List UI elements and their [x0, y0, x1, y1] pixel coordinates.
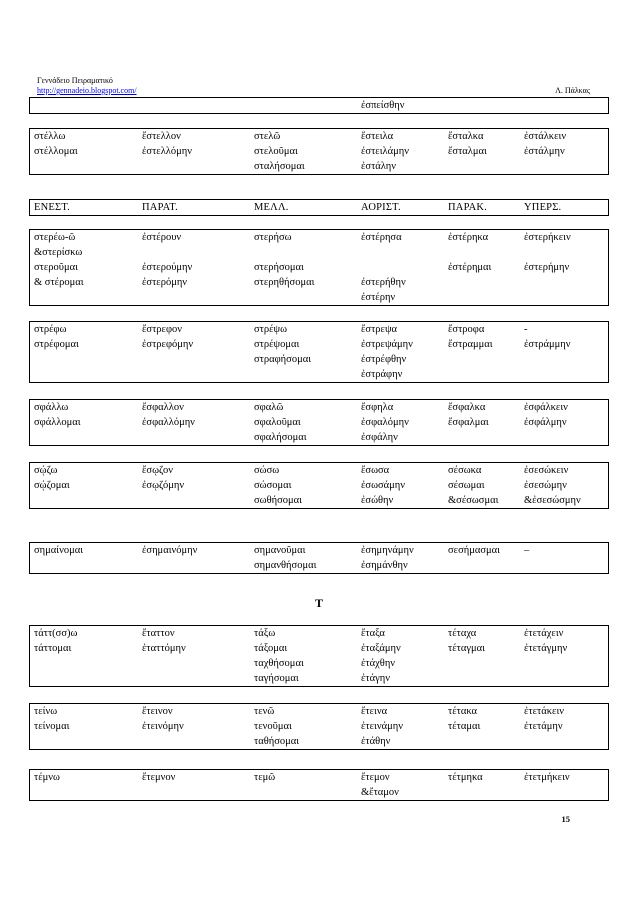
table-cell: ἐτάγην — [361, 673, 391, 684]
table-cell: τεμῶ — [254, 772, 276, 783]
table-row — [30, 719, 608, 734]
table-cell: τάξω — [254, 628, 276, 639]
table-cell: ἐτάθην — [361, 736, 391, 747]
verb-block — [29, 703, 609, 750]
verb-block — [29, 769, 609, 801]
table-cell: ἔσωσα — [361, 465, 390, 476]
table-cell: τέτμηκα — [448, 772, 483, 783]
table-cell: ἐστρέφθην — [361, 354, 407, 365]
table-cell: σῴζω — [34, 465, 58, 476]
table-cell: ἐτάχθην — [361, 658, 396, 669]
table-row — [30, 493, 608, 508]
table-cell: ἐσπείσθην — [361, 100, 405, 111]
table-cell: ἐσημάνθην — [361, 560, 408, 571]
table-cell: ἐτεινόμην — [142, 721, 184, 732]
page-number: 15 — [561, 814, 570, 824]
table-cell: τενοῦμαι — [254, 721, 292, 732]
verb-block — [29, 625, 609, 687]
table-cell: ἐσφάλκειν — [524, 402, 568, 413]
table-cell: &ἔταμον — [361, 787, 399, 798]
table-cell: σημαίνομαι — [34, 545, 84, 556]
table-row — [30, 785, 608, 800]
table-cell: τέταμαι — [448, 721, 481, 732]
table-cell: τείνω — [34, 706, 58, 717]
table-cell: ἔτεινον — [142, 706, 173, 717]
column-header: ΜΕΛΛ. — [254, 202, 289, 213]
table-cell: σφαλοῦμαι — [254, 417, 301, 428]
table-row — [30, 337, 608, 352]
header-left — [37, 76, 137, 96]
table-cell: στραφήσομαι — [254, 354, 312, 365]
table-cell: ἔτεινα — [361, 706, 388, 717]
table-cell: τέμνω — [34, 772, 60, 783]
table-cell: ἐτετάμην — [524, 721, 563, 732]
table-cell: στρέψω — [254, 324, 288, 335]
table-cell: στέλλομαι — [34, 146, 78, 157]
table-row — [30, 671, 608, 686]
table-cell: ἔστελλον — [142, 131, 181, 142]
table-cell: τενῶ — [254, 706, 275, 717]
table-cell: σώσομαι — [254, 480, 292, 491]
table-row — [30, 98, 608, 113]
table-cell: ἔστρεψα — [361, 324, 398, 335]
verb-block — [29, 229, 609, 306]
table-cell: στελοῦμαι — [254, 146, 298, 157]
column-header: ΠΑΡΑΚ. — [448, 202, 488, 213]
table-cell: τάττ(σσ)ω — [34, 628, 78, 639]
table-cell: σφάλλω — [34, 402, 69, 413]
table-cell: ἐστέρημαι — [448, 262, 492, 273]
table-cell: σέσωκα — [448, 465, 482, 476]
table-cell: ἔστραμμαι — [448, 339, 493, 350]
table-cell: ἐτεινάμην — [361, 721, 403, 732]
table-cell: ἐστάλκειν — [524, 131, 567, 142]
column-header: ΥΠΕΡΣ. — [524, 202, 562, 213]
table-cell: στρέφω — [34, 324, 67, 335]
section-letter: Τ — [314, 596, 323, 610]
table-cell: ἐτετάκειν — [524, 706, 565, 717]
table-cell: σημανοῦμαι — [254, 545, 306, 556]
table-row — [30, 159, 608, 174]
verb-block — [29, 462, 609, 509]
table-cell: σῴζομαι — [34, 480, 70, 491]
table-cell: ἐστάλην — [361, 161, 397, 172]
table-cell: τάττομαι — [34, 643, 72, 654]
table-cell: τέταγμαι — [448, 643, 485, 654]
table-cell: ἐστερούμην — [142, 262, 193, 273]
table-row — [30, 275, 608, 290]
blog-link[interactable]: http://gennadeio.blogspot.com/ — [37, 86, 137, 95]
table-cell: τείνομαι — [34, 721, 70, 732]
table-cell: ἔταττον — [142, 628, 175, 639]
table-cell: ἐταττόμην — [142, 643, 186, 654]
table-row — [30, 415, 608, 430]
table-cell: – — [524, 545, 530, 556]
table-cell: στερηθήσομαι — [254, 277, 315, 288]
table-row — [30, 558, 608, 573]
table-cell: σέσωμαι — [448, 480, 485, 491]
author-name: Λ. Πάλκας — [555, 86, 590, 95]
table-cell: ἔστρεφον — [142, 324, 182, 335]
table-cell: ἐστέρουν — [142, 232, 182, 243]
table-cell: &ἐσεσώσμην — [524, 495, 581, 506]
table-cell: ἐσεσώκειν — [524, 465, 569, 476]
table-cell: ἔσφαλμαι — [448, 417, 489, 428]
table-cell: ἔσῳζον — [142, 465, 173, 476]
table-cell: σημανθήσομαι — [254, 560, 317, 571]
table-cell: στερέω-ῶ — [34, 232, 76, 243]
table-row — [30, 641, 608, 656]
table-cell: σφαλῶ — [254, 402, 284, 413]
table-cell: στρέψομαι — [254, 339, 300, 350]
table-cell: ἐστράμμην — [524, 339, 571, 350]
verb-block — [29, 399, 609, 446]
table-cell: ἐστέρησα — [361, 232, 402, 243]
table-cell: ἔσφαλκα — [448, 402, 486, 413]
table-cell: ἐστερόμην — [142, 277, 188, 288]
table-cell: στέλλω — [34, 131, 66, 142]
column-header: ΑΟΡΙΣΤ. — [361, 202, 401, 213]
table-cell: ἐσφαλλόμην — [142, 417, 195, 428]
table-cell: ἐτετμήκειν — [524, 772, 570, 783]
table-cell: τέταχα — [448, 628, 477, 639]
table-cell: ἐσωσάμην — [361, 480, 406, 491]
table-row — [30, 430, 608, 445]
table-cell: στρέφομαι — [34, 339, 79, 350]
header-row — [30, 200, 608, 215]
table-cell: ἔσταλκα — [448, 131, 484, 142]
table-cell: στελῶ — [254, 131, 281, 142]
table-cell: ἐστέρην — [361, 292, 396, 303]
table-cell: ἐστάλμην — [524, 146, 565, 157]
table-row — [30, 230, 608, 245]
table-row — [30, 704, 608, 719]
table-cell: στερήσω — [254, 232, 292, 243]
verb-block — [29, 128, 609, 175]
table-row — [30, 129, 608, 144]
table-row — [30, 543, 608, 558]
table-cell: ἐτετάγμην — [524, 643, 568, 654]
table-cell: ἐστέρηκα — [448, 232, 489, 243]
table-cell: ἐσφαλόμην — [361, 417, 409, 428]
table-cell: ἔσφηλα — [361, 402, 394, 413]
table-cell: σώσω — [254, 465, 280, 476]
verb-block — [29, 542, 609, 574]
table-cell: ἐστειλάμην — [361, 146, 409, 157]
table-cell: ἐστερήμην — [524, 262, 570, 273]
table-cell: ἔστροφα — [448, 324, 485, 335]
table-cell: ἔτεμνον — [142, 772, 176, 783]
table-cell: σωθήσομαι — [254, 495, 302, 506]
table-cell: - — [524, 324, 528, 335]
table-cell: ἐσφάλην — [361, 432, 398, 443]
table-cell: &σέσωσμαι — [448, 495, 499, 506]
table-cell: &στερίσκω — [34, 247, 83, 258]
table-row — [30, 245, 608, 260]
table-cell: σταλήσομαι — [254, 161, 305, 172]
table-cell: ἐσημαινόμην — [142, 545, 198, 556]
table-row — [30, 290, 608, 305]
table-cell: ἐστράφην — [361, 369, 403, 380]
table-cell: ἐστερήθην — [361, 277, 406, 288]
table-row — [30, 734, 608, 749]
table-cell: ἐσῳζόμην — [142, 480, 185, 491]
table-cell: ἐστρεψάμην — [361, 339, 413, 350]
table-cell: ἐσφάλμην — [524, 417, 567, 428]
table-cell: ἐσώθην — [361, 495, 394, 506]
table-cell: ἐσεσώμην — [524, 480, 567, 491]
table-row — [30, 260, 608, 275]
table-cell: ἔταξα — [361, 628, 385, 639]
institution-name: Γεννάδειο Πειραματικό — [37, 76, 113, 85]
fragment-box — [29, 97, 609, 114]
table-cell: στερήσομαι — [254, 262, 304, 273]
table-cell: & στέρομαι — [34, 277, 84, 288]
table-row — [30, 478, 608, 493]
column-header-box — [29, 199, 609, 216]
table-cell: ἐσημηνάμην — [361, 545, 414, 556]
table-cell: τέτακα — [448, 706, 478, 717]
table-cell: τάξομαι — [254, 643, 288, 654]
table-cell: ἐστερήκειν — [524, 232, 571, 243]
table-cell: σφαλήσομαι — [254, 432, 307, 443]
column-header: ΕΝΕΣΤ. — [34, 202, 70, 213]
table-row — [30, 322, 608, 337]
table-cell: ταθήσομαι — [254, 736, 300, 747]
column-header: ΠΑΡΑΤ. — [142, 202, 178, 213]
table-cell: ταχθήσομαι — [254, 658, 304, 669]
table-row — [30, 400, 608, 415]
table-cell: ἐστελλόμην — [142, 146, 192, 157]
table-row — [30, 656, 608, 671]
table-cell: ἐταξάμην — [361, 643, 401, 654]
table-row — [30, 144, 608, 159]
table-cell: ἔστειλα — [361, 131, 394, 142]
table-cell: ἐτετάχειν — [524, 628, 564, 639]
table-row — [30, 770, 608, 785]
verb-block — [29, 321, 609, 383]
table-row — [30, 463, 608, 478]
table-cell: σεσήμασμαι — [448, 545, 500, 556]
table-row — [30, 367, 608, 382]
table-cell: ἔτεμον — [361, 772, 390, 783]
table-cell: ἐστρεφόμην — [142, 339, 194, 350]
table-cell: στεροῦμαι — [34, 262, 78, 273]
table-cell: σφάλλομαι — [34, 417, 81, 428]
table-cell: ταγήσομαι — [254, 673, 299, 684]
table-row — [30, 626, 608, 641]
table-cell: ἔσταλμαι — [448, 146, 487, 157]
table-row — [30, 352, 608, 367]
table-cell: ἔσφαλλον — [142, 402, 184, 413]
